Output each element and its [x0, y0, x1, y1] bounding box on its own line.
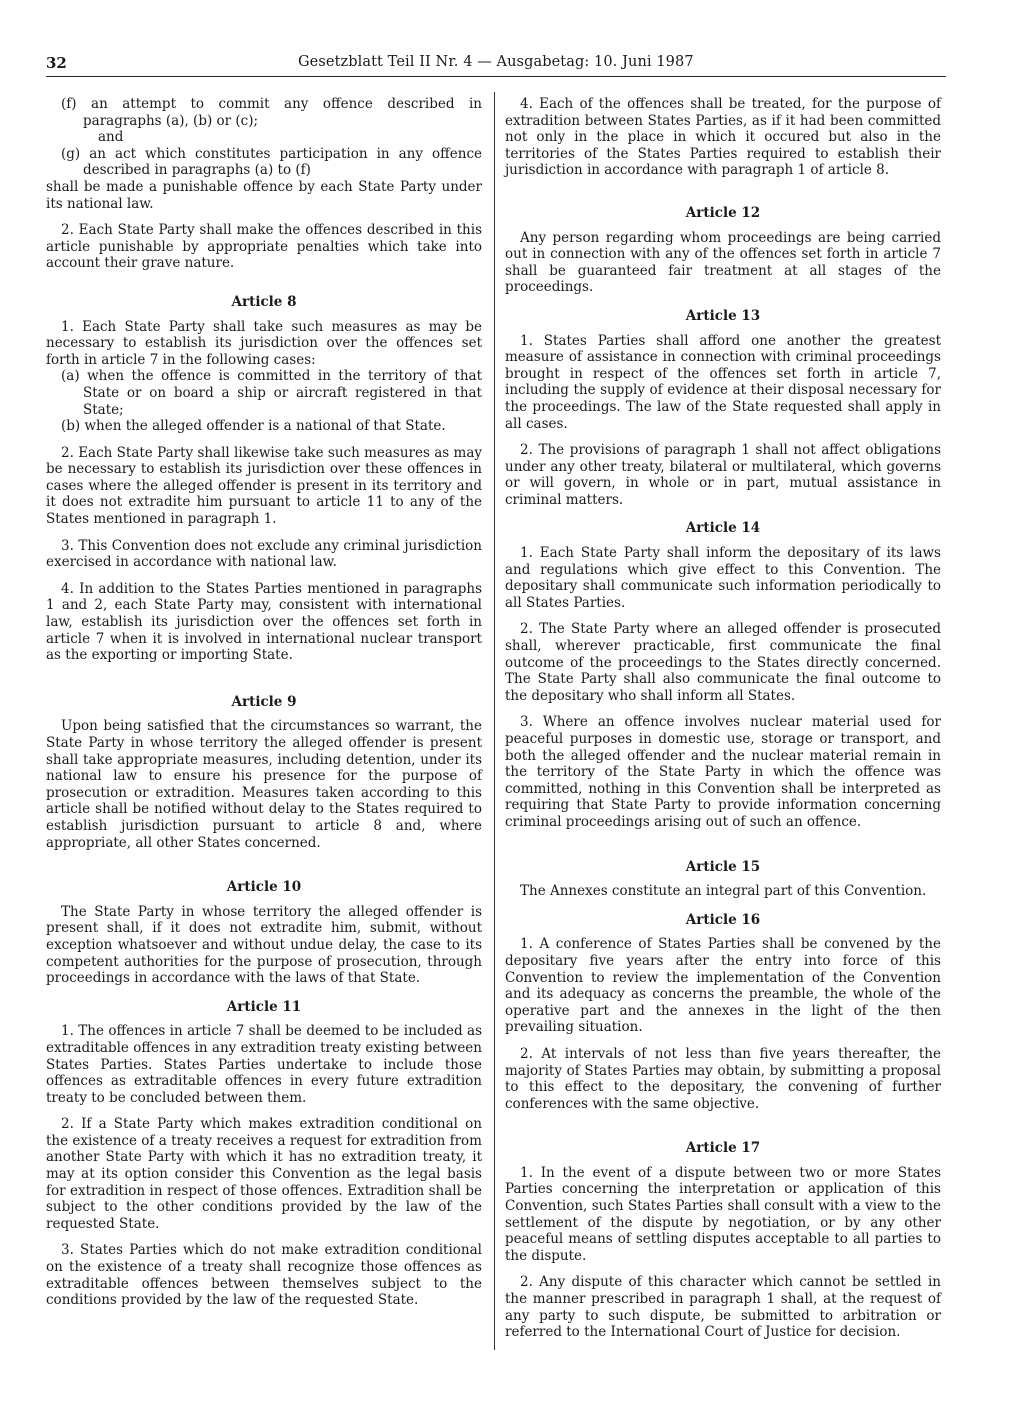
article15-paragraph-1: The Annexes constitute an integral part of this Convention. — [520, 883, 927, 900]
article12-paragraph-1: Any person regarding whom proceedings are being carried out in connection with any of the offences set forth in article 7 shall be guaranteed fair treatment at all stages of the proceedings. — [505, 229, 941, 296]
article16-paragraph-2: 2. At intervals of not less than five years thereafter, the majority of States Parties may obtain, by submitting a proposal to this effect to the depositary, the convening of further conferences with the same objective. — [505, 1045, 941, 1112]
article17-paragraph-2: 2. Any dispute of this character which cannot be settled in the manner prescribed in paragraph 1 shall, at the request of any party to such dispute, be submitted to arbitration or referred to the International Court of Justice for decision. — [505, 1274, 941, 1341]
right-column — [505, 96, 941, 1351]
article16-paragraph-1: 1. A conference of States Parties shall be convened by the depositary five years after the entry into force of this Convention to review the implementation of the Convention and its adequacy as concerns the preamble, the whole of the operative part and the annexes in the light of the then prevailing situation. — [505, 936, 941, 1036]
article7-and: and — [98, 129, 124, 146]
article17-heading: Article 17 — [685, 1140, 761, 1157]
article15-heading: Article 15 — [685, 858, 761, 875]
column-divider — [494, 92, 495, 1350]
article12-heading: Article 12 — [685, 204, 761, 221]
article10-paragraph-1: The State Party in whose territory the alleged offender is present shall, if it does not extradite him, submit, without exception whatsoever and without undue delay, the case to its competent authorities for the purpose of prosecution, through proceedings in accordance with the laws of that State. — [46, 903, 482, 987]
running-title: Gesetzblatt Teil II Nr. 4 — Ausgabetag: 10. Juni 1987 — [298, 54, 694, 70]
article13-heading: Article 13 — [685, 307, 761, 324]
article8-paragraph-3: 3. This Convention does not exclude any criminal jurisdiction exercised in accordance with national law. — [46, 537, 482, 571]
article8-item-a: (a) when the offence is committed in the territory of that State or on board a ship or aircraft registered in that State; — [61, 368, 482, 418]
article8-paragraph-2: 2. Each State Party shall likewise take such measures as may be necessary to establish its jurisdiction over these offences in cases where the alleged offender is present in its territory and it does not extradite him pursuant to article 11 to any of the States mentioned in paragraph 1. — [46, 444, 482, 528]
article7-tail: shall be made a punishable offence by each State Party under its national law. — [46, 178, 482, 212]
article8-heading: Article 8 — [231, 293, 297, 310]
article9-heading: Article 9 — [231, 693, 297, 710]
article10-heading: Article 10 — [226, 879, 302, 896]
header-rule — [46, 76, 946, 77]
article8-paragraph-1: 1. Each State Party shall take such measures as may be necessary to establish its jurisdiction over the offences set forth in article 7 in the following cases: — [46, 318, 482, 368]
article14-paragraph-1: 1. Each State Party shall inform the depositary of its laws and regulations which give effect to this Convention. The depositary shall communicate such information periodically to all States Parties. — [505, 545, 941, 611]
article11-paragraph-3: 3. States Parties which do not make extradition conditional on the existence of a treaty shall recognize those offences as extraditable offences between themselves subject to the conditions provided by the law of the requested State. — [46, 1242, 482, 1309]
article11-paragraph-1: 1. The offences in article 7 shall be deemed to be included as extraditable offences in any extradition treaty existing between States Parties. States Parties undertake to include those offences as extraditable offences in every future extradition treaty to be concluded between them. — [46, 1023, 482, 1106]
article11-paragraph-2: 2. If a State Party which makes extradition conditional on the existence of a treaty receives a request for extradition from another State Party with which it has no extradition treaty, it may at its option consider this Convention as the legal basis for extradition in respect of those offences. Extradition shall be subject to the other conditions provided by the law of the requested State. — [46, 1116, 482, 1232]
left-column — [46, 96, 482, 1319]
article11-heading: Article 11 — [226, 998, 302, 1015]
article14-heading: Article 14 — [685, 520, 761, 537]
article11-paragraph-4: 4. Each of the offences shall be treated, for the purpose of extradition between States Parties, as if it had been committed not only in the place in which it occured but also in the territories of the States Parties required to establish their jurisdiction in accordance with paragraph 1 of article 8. — [505, 96, 941, 179]
article13-paragraph-1: 1. States Parties shall afford one another the greatest measure of assistance in connection with criminal proceedings brought in respect of the offences set forth in article 7, including the supply of evidence at their disposal necessary for the proceedings. The law of the State requested shall apply in all cases. — [505, 332, 941, 432]
article14-paragraph-2: 2. The State Party where an alleged offender is prosecuted shall, wherever practicable, first communicate the final outcome of the proceedings to the States directly concerned. The State Party shall also communicate the final outcome to the depositary who shall inform all States. — [505, 621, 941, 704]
article9-paragraph-1: Upon being satisfied that the circumstances so warrant, the State Party in whose territory the alleged offender is present shall take appropriate measures, including detention, under its national law to ensure his presence for the purpose of prosecution or extradition. Measures taken according to this article shall be notified without delay to the States required to establish jurisdiction pursuant to article 8 and, where appropriate, all other States concerned. — [46, 718, 482, 851]
article14-paragraph-3: 3. Where an offence involves nuclear material used for peaceful purposes in domestic use, storage or transport, and both the alleged offender and the nuclear material remain in the territory of the State Party in which the offence was committed, nothing in this Convention shall be interpreted as requiring that State Party to provide information concerning criminal proceedings arising out of such an offence. — [505, 714, 941, 830]
article7-item-f: (f) an attempt to commit any offence described in paragraphs (a), (b) or (c); — [61, 96, 482, 129]
article13-paragraph-2: 2. The provisions of paragraph 1 shall not affect obligations under any other treaty, bilateral or multilateral, which governs or will govern, in whole or in part, mutual assistance in criminal matters. — [505, 442, 941, 508]
page-header — [46, 54, 946, 76]
article7-paragraph-2: 2. Each State Party shall make the offences described in this article punishable by appropriate penalties which take into account their grave nature. — [46, 222, 482, 272]
article8-item-b: (b) when the alleged offender is a national of that State. — [61, 418, 446, 435]
article7-item-g: (g) an act which constitutes participation in any offence described in paragraphs (a) to (f) — [61, 145, 482, 179]
article16-heading: Article 16 — [685, 911, 761, 928]
article8-paragraph-4: 4. In addition to the States Parties mentioned in paragraphs 1 and 2, each State Party may, consistent with international law, establish its jurisdiction over the offences set forth in article 7 when it is involved in international nuclear transport as the exporting or importing State. — [46, 580, 482, 664]
article17-paragraph-1: 1. In the event of a dispute between two or more States Parties concerning the interpretation or application of this Convention, such States Parties shall consult with a view to the settlement of the dispute by negotiation, or by any other peaceful means of settling disputes acceptable to all parties to the dispute. — [505, 1164, 941, 1264]
page-number: 32 — [46, 54, 67, 72]
